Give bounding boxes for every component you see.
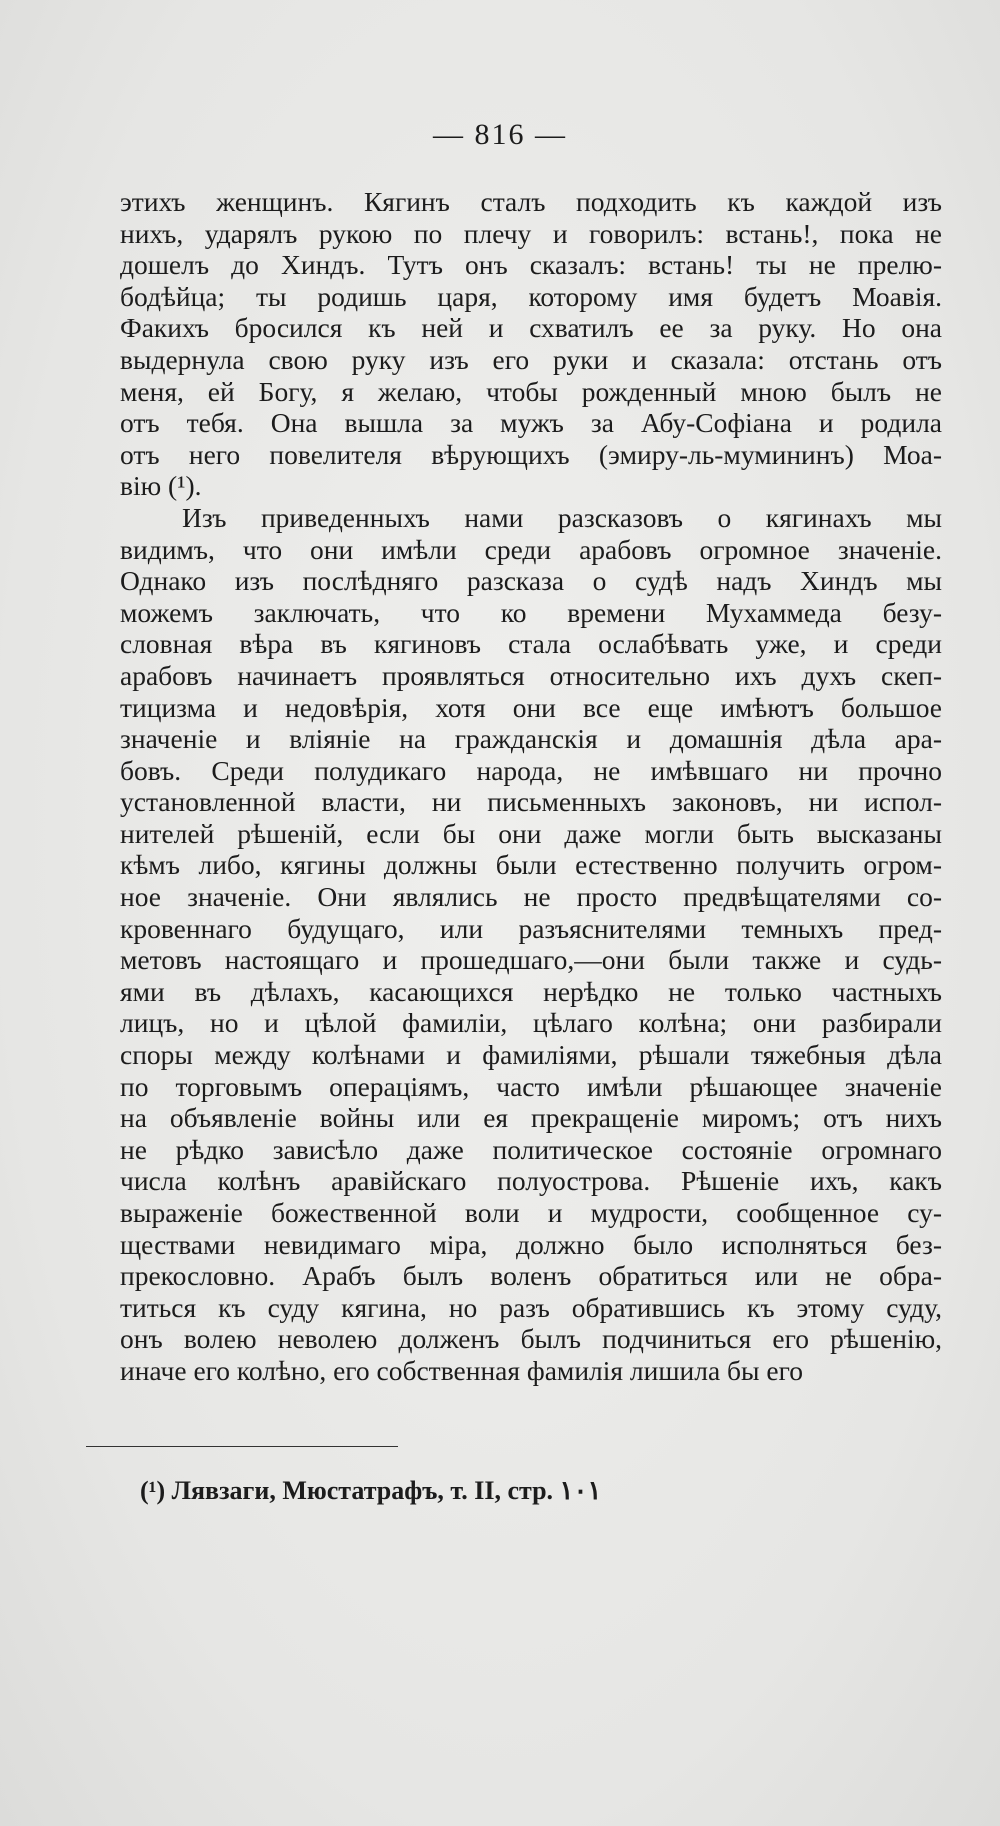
footnote-divider (86, 1446, 398, 1447)
text-line: кровеннаго будущаго, или разъяснителями темныхъ пред- (120, 912, 942, 944)
text-line: Изъ приведенныхъ нами разсказовъ о кягинахъ мы (182, 501, 942, 533)
text-line: арабовъ начинаетъ проявляться относительно ихъ духъ скеп- (120, 659, 942, 691)
text-line: ное значеніе. Они являлись не просто предвѣщателями со- (120, 881, 942, 913)
text-line: споры между колѣнами и фамиліями, рѣшали тяжебныя дѣла (120, 1039, 942, 1071)
text-line: отъ тебя. Она вышла за мужъ за Абу-Софіана и родила (120, 407, 942, 439)
text-line: можемъ заключать, что ко времени Мухаммеда безу- (120, 596, 942, 628)
text-line: установленной власти, ни письменныхъ законовъ, ни испол- (120, 786, 942, 818)
paragraph-2 (120, 502, 942, 1387)
text-line: этихъ женщинъ. Кягинъ сталъ подходить къ каждой изъ (120, 186, 942, 217)
text-line: ществами невидимаго міра, должно было исполняться без- (120, 1228, 942, 1260)
text-line: Факихъ бросился къ ней и схватилъ ее за руку. Но она (120, 312, 942, 344)
text-line: нителей рѣшеній, если бы они даже могли быть высказаны (120, 817, 942, 849)
text-line: ями въ дѣлахъ, касающихся нерѣдко не только частныхъ (120, 975, 942, 1007)
text-line: прекословно. Арабъ былъ воленъ обратиться или не обра- (120, 1260, 942, 1292)
text-line: лицъ, но и цѣлой фамиліи, цѣлаго колѣна; они разбирали (120, 1007, 942, 1039)
text-line: бовъ. Среди полудикаго народа, не имѣвшаго ни прочно (120, 754, 942, 786)
text-line: метовъ настоящаго и прошедшаго,—они были также и судь- (120, 944, 942, 976)
text-line: Однако изъ послѣдняго разсказа о судѣ надъ Хиндъ мы (120, 565, 942, 597)
footnote: (¹) Лявзаги, Мюстатрафъ, т. II, стр. ١٠١ (140, 1476, 602, 1505)
text-line: по торговымъ операціямъ, часто имѣли рѣшающее значеніе (120, 1070, 942, 1102)
text-line: нихъ, ударялъ рукою по плечу и говорилъ: встань!, пока не (120, 217, 942, 249)
text-line: тицизма и недовѣрія, хотя они все еще имѣютъ большое (120, 691, 942, 723)
text-line: отъ него повелителя вѣрующихъ (эмиру-ль-мумининъ) Моа- (120, 438, 942, 470)
text-line: бодѣйца; ты родишь царя, которому имя будетъ Моавія. (120, 280, 942, 312)
text-line: меня, ей Богу, я желаю, чтобы рожденный мною былъ не (120, 375, 942, 407)
text-line: онъ волею неволею долженъ былъ подчиниться его рѣшенію, (120, 1323, 942, 1355)
text-line: титься къ суду кягина, но разъ обратившись къ этому суду, (120, 1291, 942, 1323)
body-text (120, 186, 942, 1387)
text-line: словная вѣра въ кягиновъ стала ослабѣвать уже, и среди (120, 628, 942, 660)
text-line: выраженіе божественной воли и мудрости, сообщенное су- (120, 1197, 942, 1228)
text-line: выдернула свою руку изъ его руки и сказала: отстань отъ (120, 343, 942, 375)
text-line: видимъ, что они имѣли среди арабовъ огромное значеніе. (120, 533, 942, 565)
paragraph-1 (120, 186, 942, 502)
text-line: дошелъ до Хиндъ. Тутъ онъ сказалъ: встань! ты не прелю- (120, 249, 942, 281)
text-line: иначе его колѣно, его собственная фамилія лишила бы его (120, 1354, 803, 1386)
text-line: значеніе и вліяніе на гражданскія и домашнія дѣла ара- (120, 723, 942, 755)
text-line: кѣмъ либо, кягины должны были естественно получить огром- (120, 849, 942, 881)
text-line: на объявленіе войны или ея прекращеніе миромъ; отъ нихъ (120, 1102, 942, 1134)
text-line: числа колѣнъ аравійскаго полуострова. Рѣшеніе ихъ, какъ (120, 1165, 942, 1197)
text-line: вію (¹). (120, 470, 202, 502)
text-line: не рѣдко зависѣло даже политическое состояніе огромнаго (120, 1133, 942, 1165)
page-number: — 816 — (433, 118, 567, 151)
